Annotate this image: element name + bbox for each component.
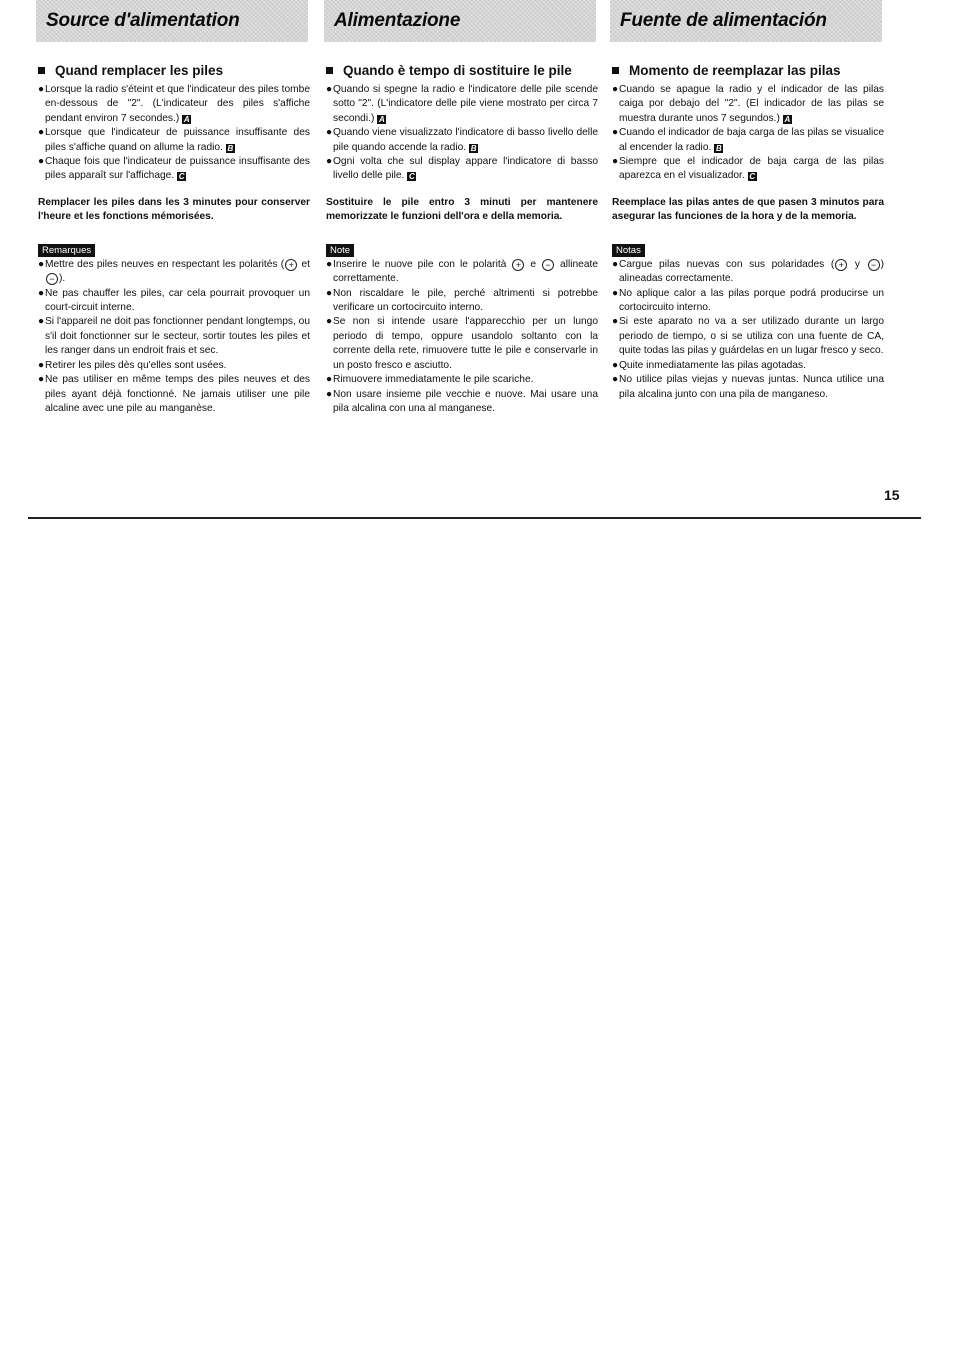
list-item: ●Rimuovere immediatamente le pile scariche. [326,373,598,387]
bullet-icon: ● [612,374,619,386]
plus-circle-icon: + [512,259,524,271]
bullet-icon: ● [38,359,45,371]
banner-title: Alimentazione [334,10,461,31]
figure-ref-icon: B [470,143,477,153]
column-italian [326,0,598,416]
list-item: ●Ne pas utiliser en même temps des piles neuves et des piles ayant déjà fonctionné. Ne jamais utiliser une pile alcaline avec une pile au manganèse. [38,374,310,414]
heading-text: Quand remplacer les piles [55,63,224,78]
bullet-icon: ● [38,374,45,386]
plus-circle-icon: + [835,259,847,271]
bullet-icon: ● [612,359,619,371]
replacement-conditions-list [326,83,598,184]
list-item: ●Cargue pilas nuevas con sus polaridades ( + y − ) alineadas correctamente. [612,258,884,285]
heading-text: Quando è tempo di sostituire le pile [343,63,572,78]
bullet-icon: ● [612,316,619,328]
figure-ref-icon: C [749,172,756,182]
square-bullet-icon [612,67,619,74]
figure-ref-icon: C [178,172,185,182]
figure-ref-icon: A [183,114,190,124]
plus-circle-icon: + [285,259,297,271]
bullet-icon: ● [612,287,619,299]
bullet-icon: ● [38,287,45,299]
figure-ref-icon: A [784,114,791,124]
notes-list [326,258,598,416]
section-banner [36,0,308,42]
warning-text: Reemplace las pilas antes de que pasen 3 minutos para asegurar las funciones de la hora y de la memoria. [612,196,884,222]
bullet-icon: ● [38,258,45,270]
bullet-icon: ● [326,287,333,299]
page-number: 15 [884,487,900,503]
figure-ref-icon: B [715,143,722,153]
list-item: ●Cuando el indicador de baja carga de las pilas se visualice al encender la radio. B [612,127,884,153]
square-bullet-icon [38,67,45,74]
section-heading [326,62,598,79]
bullet-icon: ● [38,127,45,139]
figure-ref-icon: C [408,172,415,182]
bullet-icon: ● [612,258,619,270]
section-banner [610,0,882,42]
figure-ref-icon: A [378,114,385,124]
column-french [38,0,310,416]
list-item: ●Siempre que el indicador de baja carga de las pilas aparezca en el visualizador. C [612,156,884,182]
section-heading [612,62,884,79]
warning-text: Sostituire le pile entro 3 minuti per mantenere memorizzate le funzioni dell'ora e della memoria. [326,196,598,222]
bullet-icon: ● [326,316,333,328]
replacement-conditions-list [38,83,310,184]
bullet-icon: ● [38,156,45,168]
list-item: ●Si este aparato no va a ser utilizado durante un largo periodo de tiempo, o si se utiliza con una fuente de CA, quite todas las pilas y guárdelas en un lugar fresco y seco. [612,316,884,357]
bullet-icon: ● [326,84,333,95]
notes-list [38,258,310,416]
bullet-icon: ● [326,127,333,139]
bullet-icon: ● [326,156,333,168]
notes-label: Note [326,244,354,257]
bullet-icon: ● [612,84,619,95]
list-item: ●Chaque fois que l'indicateur de puissance insuffisante des piles apparaît sur l'affichage. C [38,156,310,182]
list-item: ●Lorsque que l'indicateur de puissance insuffisante des piles s'affiche quand on allume la radio. B [38,127,310,153]
list-item: ●Inserire le nuove pile con le polarità + e − allineate correttamente. [326,258,598,285]
bullet-icon: ● [326,258,333,270]
square-bullet-icon [326,67,333,74]
list-item: ●Si l'appareil ne doit pas fonctionner pendant longtemps, ou s'il doit fonctionner sur le secteur, sortir toutes les piles et les ranger dans un endroit frais et sec. [38,316,310,357]
bullet-icon: ● [38,316,45,328]
list-item: ●Ogni volta che sul display appare l'indicatore di basso livello delle pile. C [326,156,598,182]
bullet-icon: ● [38,84,45,95]
banner-title: Source d'alimentation [46,10,240,31]
banner-title: Fuente de alimentación [620,10,827,31]
footer-divider [28,517,921,519]
heading-text: Momento de reemplazar las pilas [629,63,841,78]
bullet-icon: ● [326,374,333,386]
column-spanish [612,0,884,402]
list-item: ●No utilice pilas viejas y nuevas juntas. Nunca utilice una pila alcalina junto con una pila de manganeso. [612,374,884,400]
list-item: ●Quando viene visualizzato l'indicatore di basso livello delle pile quando accende la radio. B [326,127,598,153]
list-item: ●Non riscaldare le pile, perché altrimenti si potrebbe verificare un cortocircuito interno. [326,287,598,314]
list-item: ●No aplique calor a las pilas porque podrá producirse un cortocircuito interno. [612,287,884,314]
bullet-icon: ● [326,388,333,400]
warning-text: Remplacer les piles dans les 3 minutes pour conserver l'heure et les fonctions mémorisées. [38,196,310,222]
list-item: ●Se non si intende usare l'apparecchio per un lungo periodo di tempo, oppure usandolo soltanto con la corrente della rete, rimuovere tutte le pile e conservarle in un posto fresco e asciutto. [326,316,598,371]
list-item: ●Quando si spegne la radio e l'indicatore delle pile scende sotto "2". (L'indicatore delle pile viene mostrato per circa 7 secondi.) A [326,84,598,124]
minus-circle-icon: − [868,259,880,271]
bullet-icon: ● [612,156,619,168]
minus-circle-icon: − [542,259,554,271]
list-item: ●Mettre des piles neuves en respectant les polarités ( + et − ). [38,258,311,285]
minus-circle-icon: − [46,273,58,285]
list-item: ●Retirer les piles dès qu'elles sont usées. [38,359,310,373]
notes-label: Remarques [38,244,95,257]
section-heading [38,62,310,79]
list-item: ●Non usare insieme pile vecchie e nuove. Mai usare una pila alcalina con una al manganese. [326,388,598,414]
list-item: ●Cuando se apague la radio y el indicador de las pilas caiga por debajo del "2". (El indicador de las pilas se muestra durante unos 7 segundos.) A [612,84,884,124]
list-item: ●Lorsque la radio s'éteint et que l'indicateur des piles tombe en-dessous de "2". (L'indicateur des piles s'affiche pendant environ 7 secondes.) A [38,84,310,124]
list-item: ●Quite inmediatamente las pilas agotadas. [612,359,884,373]
bullet-icon: ● [612,127,619,139]
replacement-conditions-list [612,83,884,184]
list-item: ●Ne pas chauffer les piles, car cela pourrait provoquer un court-circuit interne. [38,287,310,314]
section-banner [324,0,596,42]
figure-ref-icon: B [227,143,234,153]
notes-label: Notas [612,244,645,257]
notes-list [612,258,884,402]
